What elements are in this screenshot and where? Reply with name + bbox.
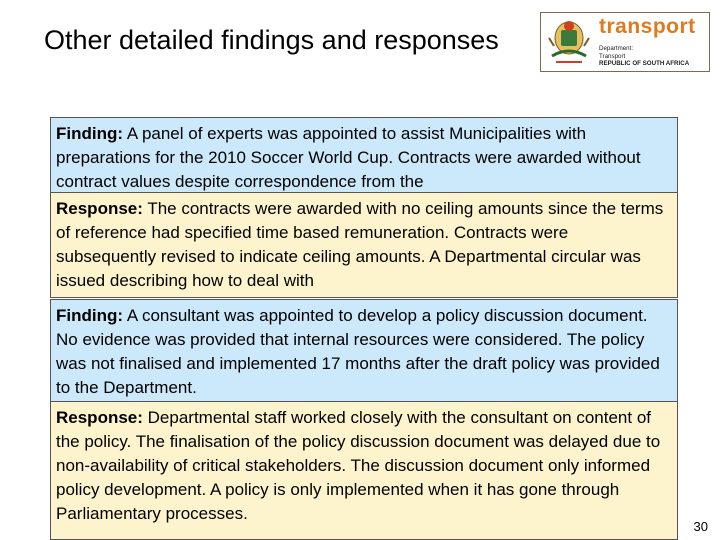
response-label: Response: [56, 199, 143, 218]
coat-of-arms-icon [544, 16, 594, 68]
page-number: 30 [693, 519, 708, 534]
finding-text: A consultant was appointed to develop a policy discussion document. No evidence was provided that internal resources were considered. The policy was not finalised and implemented 17 months after the draft policy was provided to the Department. [56, 306, 660, 397]
finding-label: Finding: [56, 124, 124, 143]
finding-label: Finding: [56, 306, 124, 325]
response-text: Departmental staff worked closely with the consultant on content of the policy. The finalisation of the policy discussion document was delayed due to non-availability of critical stakeholders. The discussion document only informed policy development. A policy is only implemented when it has gone through Parliamentary processes. [56, 408, 661, 523]
page-title: Other detailed findings and responses [44, 25, 499, 55]
logo-subtitle: Department: Transport REPUBLIC OF SOUTH AFRICA [599, 45, 690, 67]
response-text: The contracts were awarded with no ceiling amounts since the terms of reference had specified time based remuneration. Contracts were subsequently revised to indicate ceiling amounts. A Departmental circular was issued describing how to deal with [56, 199, 664, 290]
response-box-2 [50, 401, 678, 540]
response-box-1 [50, 192, 678, 298]
response-label: Response: [56, 408, 143, 427]
finding-text: A panel of experts was appointed to assist Municipalities with preparations for the 2010 Soccer World Cup. Contracts were awarded without contract values despite correspondence from the [56, 124, 641, 191]
logo-brand: transport [599, 15, 696, 38]
finding-box-2 [50, 299, 678, 405]
department-logo [540, 12, 710, 72]
finding-box-1 [50, 117, 678, 197]
